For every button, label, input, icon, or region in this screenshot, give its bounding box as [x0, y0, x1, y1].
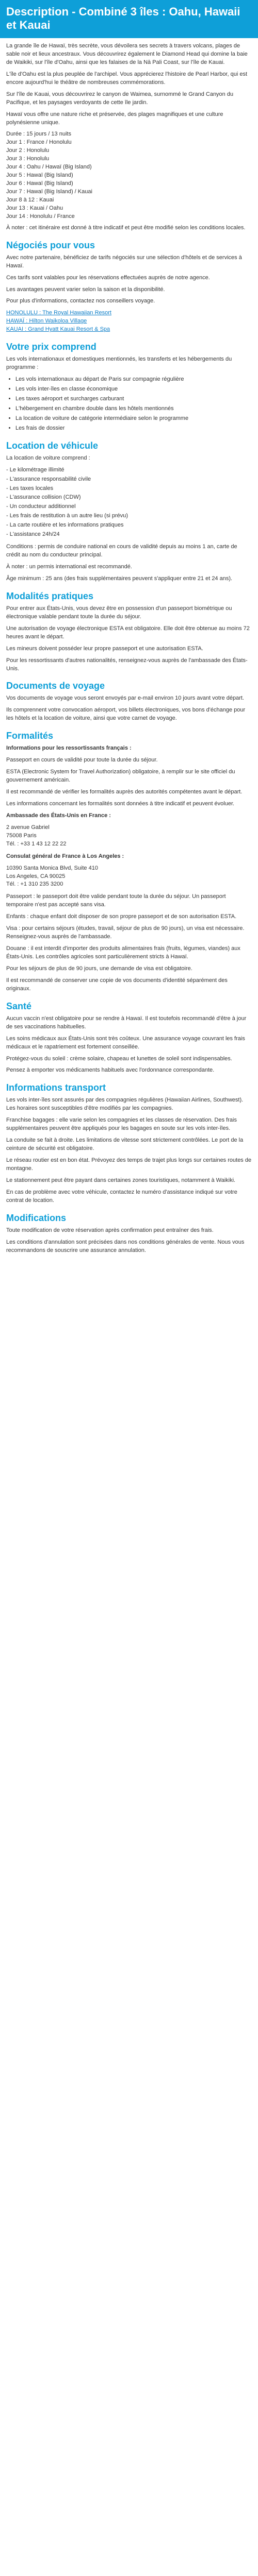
itinerary-line: Jour 2 : Honolulu	[6, 147, 50, 154]
formalities-paragraph: Une autorisation de voyage électronique ESTA est obligatoire. Elle doit être obtenue au moins 72 heures avant le départ.	[6, 625, 250, 640]
intro-section	[6, 42, 252, 232]
itinerary-line: Jour 13 : Kauai / Oahu	[6, 205, 63, 211]
documents-paragraph: Vos documents de voyage vous seront envoyés par e-mail environ 10 jours avant votre départ.	[6, 695, 245, 702]
transport-paragraph: En cas de problème avec votre véhicule, contactez le numéro d'assistance indiqué sur votre contrat de location.	[6, 1189, 237, 1204]
section-heading-formalities: Modalités pratiques	[6, 590, 94, 601]
list-item: • Les vols internationaux au départ de Paris sur compagnie régulière	[15, 376, 252, 384]
itinerary-line: Durée : 15 jours / 13 nuits	[6, 131, 71, 138]
health-paragraph: Protégez-vous du soleil : crème solaire, chapeau et lunettes de soleil sont indispensables.	[6, 1055, 232, 1062]
embassy-heading: Ambassade des États-Unis en France :	[6, 812, 111, 819]
transport-paragraph: Franchise bagages : elle varie selon les compagnies et les classes de réservation. Des frais supplémentaires peuvent être appliqués pour les bagages en soute sur les vols inter-îles.	[6, 1117, 237, 1132]
embassy-address	[6, 824, 252, 849]
list-item: • Les vols inter-îles en classe économique	[15, 385, 252, 394]
negotiated-paragraph: Avec notre partenaire, bénéficiez de tarifs négociés sur une sélection d'hôtels et de services à Hawaï.	[6, 254, 242, 269]
documents-paragraph: Ils comprennent votre convocation aéroport, vos billets électroniques, vos bons d'échange pour les hôtels et la location de voiture, ainsi que votre carnet de voyage.	[6, 707, 246, 722]
hotel-link[interactable]: HONOLULU : The Royal Hawaiian Resort	[6, 310, 111, 316]
main-content	[0, 38, 258, 1255]
intro-paragraph: Hawaï vous offre une nature riche et préservée, des plages magnifiques et une culture polynésienne unique.	[6, 111, 223, 126]
intro-paragraph: La grande île de Hawaï, très secrète, vous dévoilera ses secrets à travers volcans, plages de sable noir et lieux ancestraux. Vous découvrirez également le Diamond Head qui domine la baie de Waikiki, sur l'île d'Oahu, ainsi que les falaises de la Nā Pali Coast, sur l'île de Kauai.	[6, 43, 248, 65]
transport-paragraph: La conduite se fait à droite. Les limitations de vitesse sont strictement contrôlées. Le port de la ceinture de sécurité est obligatoire.	[6, 1137, 244, 1152]
rental-age: Âge minimum : 25 ans (des frais supplémentaires peuvent s'appliquer entre 21 et 24 ans).	[6, 575, 233, 582]
formal-paragraph: Il est recommandé de conserver une copie de vos documents d'identité séparément des originaux.	[6, 977, 228, 992]
changes-section	[6, 1227, 252, 1255]
rental-intro: La location de voiture comprend :	[6, 454, 90, 461]
transport-paragraph: Le stationnement peut être payant dans certaines zones touristiques, notamment à Waikiki.	[6, 1177, 236, 1183]
section-heading-includes: Votre prix comprend	[6, 342, 96, 352]
rental-conditions: Conditions : permis de conduire national en cours de validité depuis au moins 1 an, carte de crédit au nom du conducteur principal.	[6, 544, 237, 558]
rental-note: À noter : un permis international est recommandé.	[6, 564, 132, 570]
list-item: - La carte routière et les informations pratiques	[6, 522, 124, 529]
page-title	[0, 0, 258, 38]
list-item: - L'assurance responsabilité civile	[6, 476, 91, 482]
negotiated-paragraph: Ces tarifs sont valables pour les réservations effectuées auprès de notre agence.	[6, 274, 210, 281]
changes-paragraph: Les conditions d'annulation sont précisées dans nos conditions générales de vente. Nous vous recommandons de souscrire une assurance annulation.	[6, 1239, 245, 1253]
health-paragraph: Aucun vaccin n'est obligatoire pour se rendre à Hawaï. Il est toutefois recommandé d'être à jour de ses vaccinations habituelles.	[6, 1015, 247, 1030]
formal-paragraph: Passeport en cours de validité pour toute la durée du séjour.	[6, 757, 158, 764]
page-title-line: Description - Combiné 3 îles : Oahu, Hawaii	[6, 5, 240, 18]
formal-section	[6, 744, 252, 993]
intro-paragraph: Sur l'île de Kauai, vous découvrirez le canyon de Waimea, surnommé le Grand Canyon du Pacifique, et les paysages verdoyants de cette île jardin.	[6, 91, 234, 106]
formal-paragraph: Pour les séjours de plus de 90 jours, une demande de visa est obligatoire.	[6, 965, 192, 972]
health-paragraph: Pensez à emporter vos médicaments habituels avec l'ordonnance correspondante.	[6, 1067, 215, 1074]
address-line: Tél. : +33 1 43 12 22 22	[6, 840, 67, 847]
hotel-link[interactable]: KAUAI : Grand Hyatt Kauai Resort & Spa	[6, 326, 110, 333]
address-line: 2 avenue Gabriel	[6, 824, 50, 831]
itinerary-line: Jour 8 à 12 : Kauai	[6, 196, 54, 203]
formal-paragraph: Passeport : le passeport doit être valide pendant toute la durée du séjour. Un passeport temporaire n'est pas accepté sans visa.	[6, 893, 226, 908]
list-item: • L'hébergement en chambre double dans les hôtels mentionnés	[15, 405, 252, 413]
formal-paragraph: Douane : il est interdit d'importer des produits alimentaires frais (fruits, légumes, viandes) aux États-Unis. Les contrôles agricoles sont particulièrement stricts à Hawaï.	[6, 945, 240, 960]
itinerary-line: Jour 14 : Honolulu / France	[6, 213, 75, 219]
transport-section	[6, 1096, 252, 1205]
health-section	[6, 1015, 252, 1075]
section-heading-changes: Modifications	[6, 1212, 66, 1223]
formal-paragraph: Il est recommandé de vérifier les formalités auprès des autorités compétentes avant le départ.	[6, 789, 243, 795]
formalities-paragraph: Les mineurs doivent posséder leur propre passeport et une autorisation ESTA.	[6, 645, 203, 652]
section-heading-health: Santé	[6, 1001, 32, 1011]
formalities-paragraph: Pour les ressortissants d'autres nationalités, renseignez-vous auprès de l'ambassade des États-Unis.	[6, 657, 248, 672]
section-heading-documents: Documents de voyage	[6, 681, 105, 691]
rental-list	[6, 466, 252, 539]
itinerary-line: Jour 7 : Hawaï (Big Island) / Kauai	[6, 189, 92, 195]
page	[0, 0, 258, 1274]
section-heading-negotiated: Négociés pour vous	[6, 240, 95, 250]
includes-intro: Les vols internationaux et domestiques mentionnés, les transferts et les hébergements du programme :	[6, 356, 232, 371]
consulate-heading: Consulat général de France à Los Angeles :	[6, 853, 124, 859]
negotiated-section	[6, 254, 252, 334]
transport-paragraph: Les vols inter-îles sont assurés par des compagnies régulières (Hawaiian Airlines, Southwest). Les horaires sont susceptibles d'être modifiés par les compagnies.	[6, 1097, 244, 1112]
address-line: 75008 Paris	[6, 832, 37, 839]
list-item: - L'assistance 24h/24	[6, 531, 60, 538]
itinerary-line: Jour 5 : Hawaï (Big Island)	[6, 172, 73, 179]
includes-list	[6, 376, 252, 433]
address-line: Tél. : +1 310 235 3200	[6, 881, 63, 888]
formalities-section	[6, 605, 252, 673]
list-item: - Les frais de restitution à un autre lieu (si prévu)	[6, 513, 128, 519]
section-heading-formal: Formalités	[6, 731, 54, 741]
includes-section	[6, 355, 252, 433]
formal-paragraph: Visa : pour certains séjours (études, travail, séjour de plus de 90 jours), un visa est nécessaire. Renseignez-vous auprès de l'ambassade.	[6, 925, 245, 940]
health-paragraph: Les soins médicaux aux États-Unis sont très coûteux. Une assurance voyage couvrant les frais médicaux et le rapatriement est fortement conseillée.	[6, 1035, 245, 1050]
list-item: - Un conducteur additionnel	[6, 503, 76, 510]
negotiated-paragraph: Pour plus d'informations, contactez nos conseillers voyage.	[6, 298, 155, 304]
intro-paragraph: L'île d'Oahu est la plus peuplée de l'archipel. Vous apprécierez l'histoire de Pearl Harbor, qui est encore aujourd'hui le théâtre de nombreuses commémorations.	[6, 71, 248, 86]
itinerary-line: Jour 3 : Honolulu	[6, 156, 50, 162]
page-title-line: et Kauai	[6, 19, 51, 31]
section-heading-rental: Location de véhicule	[6, 440, 99, 451]
negotiated-paragraph: Les avantages peuvent varier selon la saison et la disponibilité.	[6, 286, 165, 293]
itinerary-line: Jour 1 : France / Honolulu	[6, 139, 72, 146]
list-item: • La location de voiture de catégorie intermédiaire selon le programme	[15, 415, 252, 423]
address-line: Los Angeles, CA 90025	[6, 873, 66, 879]
changes-paragraph: Toute modification de votre réservation après confirmation peut entraîner des frais.	[6, 1227, 214, 1233]
section-heading-transport: Informations transport	[6, 1082, 106, 1093]
rental-section	[6, 454, 252, 583]
list-item: - Le kilométrage illimité	[6, 466, 64, 473]
list-item: - Les taxes locales	[6, 485, 54, 492]
hotel-links	[6, 309, 252, 334]
formal-paragraph: ESTA (Electronic System for Travel Authorization) obligatoire, à remplir sur le site officiel du gouvernement américain.	[6, 769, 235, 784]
formal-paragraph: Enfants : chaque enfant doit disposer de son propre passeport et de son autorisation ESTA.	[6, 913, 237, 920]
documents-section	[6, 694, 252, 723]
formal-paragraph: Les informations concernant les formalités sont données à titre indicatif et peuvent évoluer.	[6, 800, 235, 807]
transport-paragraph: Le réseau routier est en bon état. Prévoyez des temps de trajet plus longs sur certaines routes de montagne.	[6, 1157, 252, 1172]
consulate-address	[6, 865, 252, 889]
list-item: • Les frais de dossier	[15, 425, 252, 433]
formalities-paragraph: Pour entrer aux États-Unis, vous devez être en possession d'un passeport biométrique ou électronique valable pendant toute la durée du séjour.	[6, 605, 232, 620]
itinerary-line: Jour 6 : Hawaï (Big Island)	[6, 180, 73, 187]
list-item: • Les taxes aéroport et surcharges carburant	[15, 395, 252, 403]
hotel-link[interactable]: HAWAÏ : Hilton Waikoloa Village	[6, 318, 87, 325]
list-item: - L'assurance collision (CDW)	[6, 494, 81, 501]
itinerary-note: À noter : cet itinéraire est donné à titre indicatif et peut être modifié selon les conditions locales.	[6, 224, 246, 231]
itinerary-line: Jour 4 : Oahu / Hawaï (Big Island)	[6, 164, 92, 171]
address-line: 10390 Santa Monica Blvd, Suite 410	[6, 865, 98, 871]
formal-subheading: Informations pour les ressortissants français :	[6, 745, 132, 752]
